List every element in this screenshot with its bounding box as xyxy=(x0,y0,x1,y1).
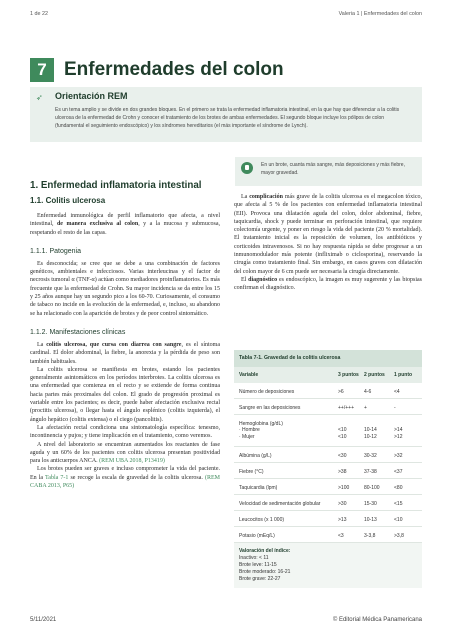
row-value: <3 xyxy=(338,533,344,539)
row-value: 15-30 xyxy=(364,501,377,507)
column-header: Variable xyxy=(239,372,259,378)
row-value: 3-3,8 xyxy=(364,533,376,539)
subsection-heading: 1.1. Colitis ulcerosa xyxy=(30,196,106,205)
page-footer xyxy=(30,617,422,627)
orientation-title: Orientación REM xyxy=(55,91,128,101)
tip-box xyxy=(235,157,422,186)
chapter-title: Enfermedades del colon xyxy=(64,59,284,80)
tip-text: En un brote, cuanta más sangre, más deposiciones y más fiebre, mayor gravedad. xyxy=(261,162,405,176)
row-value: - xyxy=(394,405,396,411)
severity-table xyxy=(234,350,422,598)
paragraph: Enfermedad inmunológica de perfil inflamatorio que afecta, a nivel intestinal, de manera exclusiva al colon, y a la mucosa y submucosa, respetando el resto de las capas. xyxy=(30,213,221,236)
row-value: <30 xyxy=(338,453,347,459)
paragraph: La colitis ulcerosa se manifiesta en brotes, estando los pacientes generalmente asintomáticos en los períodos interbrotes. La colitis ulcerosa es una enfermedad que comienza en el recto y se extiende de forma continua hacia partes más proximales del colon. El grado de progresión proximal es variable entre los pacientes; es decir, puede haber afectación exclusiva rectal (proctitis ulcerosa), o llegar hasta el ángulo esplénico (colitis izquierda), el ángulo hepático (colitis extensa) o el ciego (pancolitis). xyxy=(30,366,220,423)
row-label: Velocidad de sedimentación globular xyxy=(239,501,321,507)
row-label: Fiebre (°C) xyxy=(239,469,264,475)
paragraph: Es desconocida; se cree que se debe a una combinación de factores genéticos, ambientales e infecciosos. Varias interleucinas y el factor de necrosis tumoral α (TNF-α) actúan como mediadores proinflamatorios. Es más frecuente que la enfermedad de Crohn. Su mayor incidencia se da entre los 15 y 25 años aunque hay un segundo pico a los 60-70. Curiosamente, el consumo de tabaco no incide en la evolución de la enfermedad, e, incluso, su abandono se ha relacionado con la aparición de brotes y de peor control sintomático. xyxy=(30,260,220,317)
chapter-heading xyxy=(30,58,422,82)
row-value: >38 xyxy=(338,469,347,475)
right-column xyxy=(234,193,422,293)
row-label: Sangre en las deposiciones xyxy=(239,405,301,411)
row-value: 30-32 xyxy=(364,453,377,459)
table-row xyxy=(234,495,422,511)
column-header: 1 punto xyxy=(394,372,413,378)
paragraph: A nivel del laboratorio se encuentran aumentados los reactantes de fase aguda y un 60% de los pacientes con colitis ulcerosa presentan positividad para los anticuerpos ANCA. (REM UBA 2018, P13419) xyxy=(30,441,220,465)
table-body xyxy=(234,383,422,543)
row-value: + xyxy=(364,405,367,411)
row-label: Hemoglobina (g/dL) · Hombre · Mujer xyxy=(239,421,283,440)
row-value: 4-6 xyxy=(364,389,372,395)
left-column xyxy=(30,180,220,490)
table-row xyxy=(234,415,422,447)
paragraph: El diagnóstico es endoscópico, la imagen es muy sugerente y las biopsias confirman el diagnóstico. xyxy=(234,276,422,292)
row-value: <80 xyxy=(394,485,403,491)
row-value: 10-13 xyxy=(364,517,377,523)
table-row xyxy=(234,383,422,399)
row-value: <10 xyxy=(394,517,403,523)
score-title: Valoración del índice: xyxy=(239,548,291,554)
paragraph: La colitis ulcerosa, que cursa con diarrea con sangre, es el síntoma cardinal. El dolor abdominal, la fiebre, la anorexia y la pérdida de peso son también habituales. xyxy=(30,341,221,365)
row-value: 10-14 10-12 xyxy=(364,427,377,440)
table-row xyxy=(234,527,422,543)
footer-publisher: © Editorial Médica Panamericana xyxy=(332,617,422,623)
table-caption: Tabla 7-1. Gravedad de la colitis ulcerosa xyxy=(234,350,422,367)
orientation-text: Es un tema amplio y se divide en dos grandes bloques. En el primero se trata la enfermedad inflamatoria intestinal, en la que hay que diferenciar a la colitis ulcerosa de la enfermedad de Crohn y conocer el tratamiento de los brotes de ambas enfermedades. El segundo bloque incluye los pólipos de colon (fundamental el seguimiento endoscópico) y los síndromes hereditarios (el más importante el síndrome de Lynch). xyxy=(55,107,400,130)
chapter-number: 7 xyxy=(30,58,54,82)
row-value: <10 <10 xyxy=(338,427,347,440)
page-counter: 1 de 22 xyxy=(30,11,48,17)
footer-date: 5/11/2021 xyxy=(30,617,57,623)
table-row xyxy=(234,399,422,415)
row-label: Número de deposiciones xyxy=(239,389,295,395)
row-value: >6 xyxy=(338,389,344,395)
page-header xyxy=(30,11,422,21)
score-line: Brote moderado: 16-21 xyxy=(239,569,291,575)
row-value: >3,8 xyxy=(394,533,404,539)
paragraph: La afectación rectal condiciona una sintomatología específica: tenesmo, incontinencia y pujos; y tiene implicación en el tratamiento, como veremos. xyxy=(30,424,220,440)
score-line: Brote leve: 11-15 xyxy=(239,562,277,568)
row-label: Potasio (mEq/L) xyxy=(239,533,275,539)
table-header xyxy=(234,367,422,383)
column-header: 2 puntos xyxy=(364,372,385,378)
row-value: ++/+++ xyxy=(338,405,354,411)
score-line: Brote grave: 22-27 xyxy=(239,576,281,582)
row-value: >14 >12 xyxy=(394,427,403,440)
subsubsection-heading: 1.1.2. Manifestaciones clínicas xyxy=(30,328,126,336)
score-line: Inactivo: < 11 xyxy=(239,555,269,561)
row-value: >32 xyxy=(394,453,403,459)
row-value: >30 xyxy=(338,501,347,507)
exam-reference[interactable]: (REM UBA 2018, P13419) xyxy=(99,458,165,465)
section-heading: 1. Enfermedad inflamatoria intestinal xyxy=(30,180,202,191)
row-label: Albúmina (g/L) xyxy=(239,453,272,459)
table-link[interactable]: Tabla 7-1 xyxy=(45,474,69,481)
table-row xyxy=(234,463,422,479)
table-footer xyxy=(234,543,422,588)
table-row xyxy=(234,511,422,527)
table-row xyxy=(234,447,422,463)
paragraph: Los brotes pueden ser graves e incluso comprometer la vida del paciente. En la Tabla 7-1 se recoge la escala de gravedad de la colitis ulcerosa. (REM CABA 2013, P65) xyxy=(30,466,220,490)
row-value: <15 xyxy=(394,501,403,507)
orientation-box xyxy=(30,87,422,142)
running-title: Valeria 1 | Enfermedades del colon xyxy=(338,11,422,17)
subsubsection-heading: 1.1.1. Patogenia xyxy=(30,247,81,255)
row-value: >100 xyxy=(338,485,350,491)
row-value: <4 xyxy=(394,389,400,395)
table-row xyxy=(234,479,422,495)
paragraph: La complicación más grave de la colitis ulcerosa es el megacolon tóxico, que afecta al 5 % de los pacientes con enfermedad inflamatoria intestinal (EII). Provoca una dilatación aguda del colon, dolor abdominal, fiebre, taquicardia, shock y puede terminar en perforación intestinal, que requiere colectomía urgente, y poner en riesgo la vida del paciente (20 % mortalidad). El tratamiento inicial es la reposición de volumen, los antibióticos y corticoides intravenosos. Si no hay respuesta rápida se debe progresar a un inmunomodulador más potente (infliximab o ciclosporina), reservando la cirugía como tratamiento final. Sin embargo, en casos graves con dilatación del colon mayor de 6 cm puede ser necesaria la cirugía directamente. xyxy=(234,194,422,275)
row-label: Taquicardia (lpm) xyxy=(239,485,278,491)
column-header: 3 puntos xyxy=(338,372,359,378)
exam-reference[interactable]: (REM CABA 2013, P65) xyxy=(30,474,220,490)
pin-icon: ➶ xyxy=(36,93,43,102)
row-label: Leucocitos (x 1 000) xyxy=(239,517,285,523)
row-value: <37 xyxy=(394,469,403,475)
row-value: 80-100 xyxy=(364,485,380,491)
row-value: >13 xyxy=(338,517,347,523)
row-value: 37-38 xyxy=(364,469,377,475)
tip-icon xyxy=(241,162,253,174)
